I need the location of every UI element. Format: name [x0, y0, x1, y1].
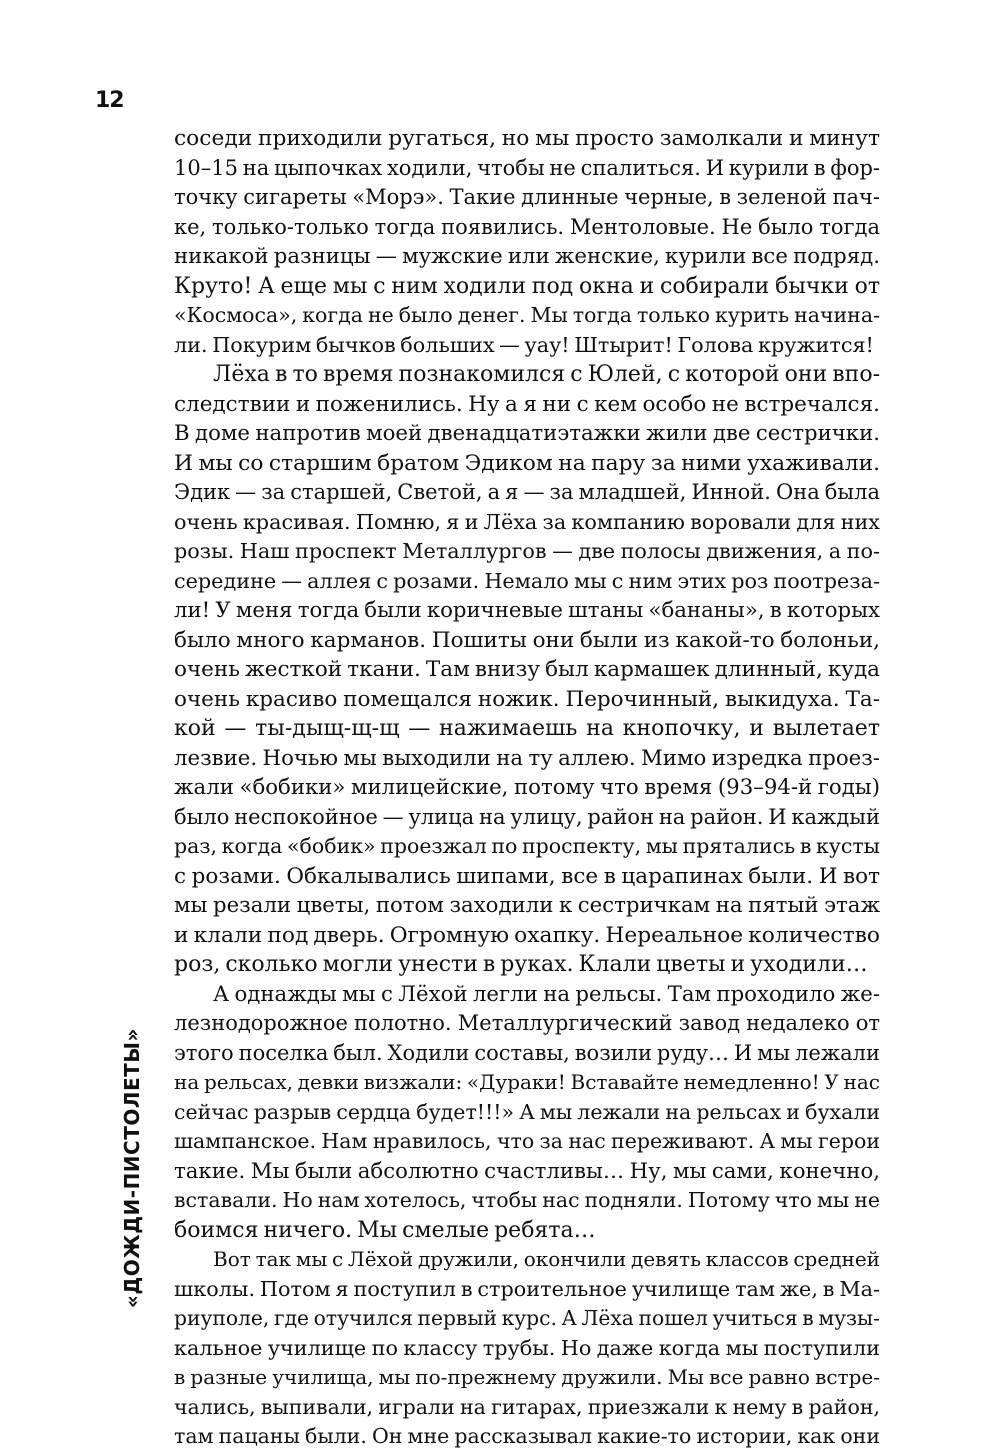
text-line: и клали под дверь. Огромную охапку. Нереальное количество: [174, 922, 880, 948]
text-line: школы. Потом я поступил в строительное училище там же, в Ма-: [174, 1276, 880, 1301]
text-line: «Космоса», когда не было денег. Мы тогда только курить начина-: [174, 303, 880, 327]
text-line: там пацаны были. Он мне рассказывал какие-то истории, как они: [174, 1424, 880, 1448]
text-line: никакой разницы — мужские или женские, курили все подряд.: [174, 244, 880, 269]
text-line: ли! У меня тогда были коричневые штаны «бананы», в которых: [174, 598, 880, 623]
text-line: лезнодорожное полотно. Металлургический завод недалеко от: [174, 1011, 880, 1035]
text-line: И мы со старшим братом Эдиком на пару за ними ухаживали.: [174, 450, 880, 476]
text-line: очень красиво помещался ножик. Перочинный, выкидуха. Та-: [174, 686, 880, 712]
text-line: Круто! А еще мы с ним ходили под окна и собирали бычки от: [174, 273, 880, 299]
text-line: середине — аллея с розами. Немало мы с ним этих роз поотреза-: [174, 568, 880, 593]
text-line: вставали. Но нам хотелось, чтобы нас подняли. Потому что мы не: [174, 1188, 880, 1212]
text-line: было много карманов. Пошиты они были из какой-то болоньи,: [174, 627, 880, 653]
text-line: мы резали цветы, потом заходили к сестричкам на пятый этаж: [174, 893, 880, 918]
text-line: лезвие. Ночью мы выходили на ту аллею. Мимо изредка проез-: [174, 745, 880, 771]
text-line: сейчас разрыв сердца будет!!!» А мы лежали на рельсах и бухали: [174, 1099, 880, 1124]
text-line: В доме напротив моей двенадцатиэтажки жили две сестрички.: [174, 421, 880, 446]
text-line: жали «бобики» милицейские, потому что время (93–94-й годы): [174, 775, 880, 800]
text-line: чались, выпивали, играли на гитарах, приезжали к нему в район,: [174, 1394, 880, 1419]
text-line: этого поселка был. Ходили составы, возили руду… И мы лежали: [174, 1040, 880, 1065]
running-title: «ДОЖДИ-ПИСТОЛЕТЫ»: [120, 1028, 144, 1308]
text-line: ли. Покурим бычков больших — уау! Штырит! Голова кружится!: [174, 332, 874, 357]
text-line: Вот так мы с Лёхой дружили, окончили девять классов средней: [213, 1247, 880, 1271]
text-line: соседи приходили ругаться, но мы просто замолкали и минут: [174, 126, 880, 151]
text-line: Лёха в то время познакомился с Юлей, с которой они впо-: [213, 362, 880, 387]
text-line: кальное училище по классу трубы. Но даже когда мы поступили: [174, 1335, 880, 1360]
text-line: с розами. Обкалывались шипами, все в царапинах были. И вот: [174, 863, 880, 889]
text-line: раз, когда «бобик» проезжал по проспекту, мы прятались в кусты: [174, 834, 880, 858]
text-line: А однажды мы с Лёхой легли на рельсы. Там проходило же-: [213, 981, 880, 1007]
text-line: шампанское. Нам нравилось, что за нас переживают. А мы герои: [174, 1129, 880, 1153]
text-line: очень жесткой ткани. Там внизу был кармашек длинный, куда: [174, 657, 880, 682]
text-line: риуполе, где отучился первый курс. А Лёха пошел учиться в музы-: [174, 1306, 880, 1330]
text-line: ке, только-только тогда появились. Ментоловые. Не было тогда: [174, 214, 880, 239]
text-line: следствии и поженились. Ну а я ни с кем особо не встречался.: [174, 391, 880, 417]
text-line: на рельсах, девки визжали: «Дураки! Вставайте немедленно! У нас: [174, 1070, 880, 1094]
body-text: [174, 124, 880, 1452]
text-line: очень красивая. Помню, я и Лёха за компанию воровали для них: [174, 509, 880, 534]
text-line: точку сигареты «Морэ». Такие длинные черные, в зеленой пач-: [174, 185, 880, 209]
text-line: Эдик — за старшей, Светой, а я — за младшей, Инной. Она была: [174, 480, 880, 504]
text-line: розы. Наш проспект Металлургов — две полосы движения, а по-: [174, 539, 880, 563]
text-line: было неспокойное — улица на улицу, район на район. И каждый: [174, 804, 880, 829]
text-line: в разные училища, мы по-прежнему дружили. Мы все равно встре-: [174, 1365, 880, 1389]
page-number: 12: [95, 88, 124, 113]
text-line: такие. Мы были абсолютно счастливы… Ну, мы сами, конечно,: [174, 1158, 880, 1184]
text-line: роз, сколько могли унести в руках. Клали цветы и уходили…: [174, 952, 868, 977]
text-line: кой — ты-дыщ-щ-щ — нажимаешь на кнопочку, и вылетает: [174, 716, 880, 741]
text-line: боимся ничего. Мы смелые ребята…: [174, 1217, 596, 1243]
text-line: 10–15 на цыпочках ходили, чтобы не спалиться. И курили в фор-: [174, 155, 880, 180]
